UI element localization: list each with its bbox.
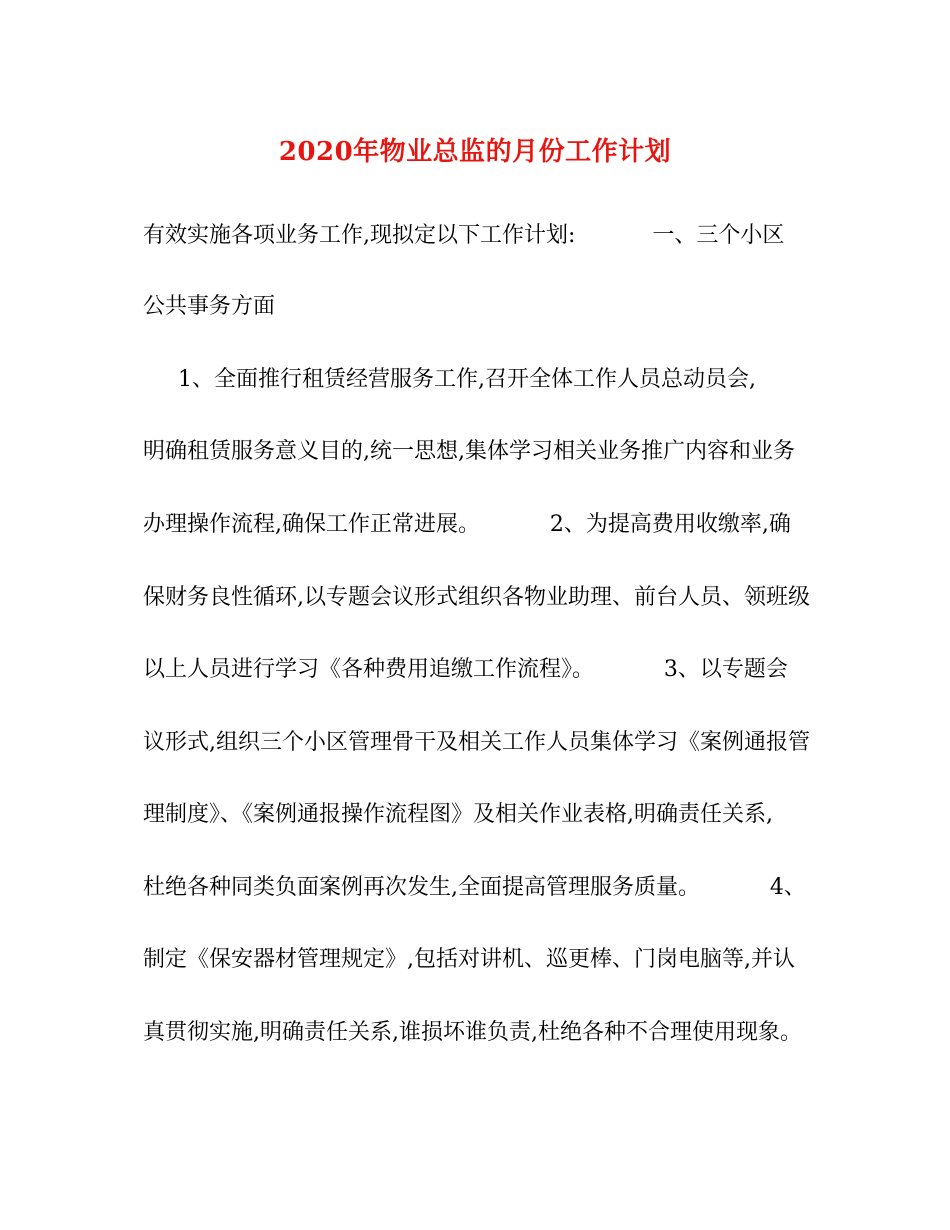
body-line-10: 杜绝各种同类负面案例再次发生,全面提高管理服务质量。 4、: [143, 875, 806, 900]
body-line-7: 以上人员进行学习《各种费用追缴工作流程》。 3、以专题会: [143, 657, 788, 682]
body-line-6: 保财务良性循环,以专题会议形式组织各物业助理、前台人员、领班级: [143, 585, 810, 610]
body-line-1: 有效实施各项业务工作,现拟定以下工作计划: 一、三个小区: [143, 223, 785, 248]
body-line-3: 1、全面推行租赁经营服务工作,召开全体工作人员总动员会,: [143, 367, 756, 392]
body-line-9: 理制度》、《案例通报操作流程图》及相关作业表格,明确责任关系,: [143, 802, 773, 827]
body-line-12: 真贯彻实施,明确责任关系,谁损坏谁负责,杜绝各种不合理使用现象。: [143, 1020, 802, 1045]
page-title: 2020年物业总监的月份工作计划: [278, 137, 672, 167]
body-line-4: 明确租赁服务意义目的,统一思想,集体学习相关业务推广内容和业务: [143, 439, 795, 464]
body-line-2: 公共事务方面: [143, 294, 276, 319]
body-line-11: 制定《保安器材管理规定》,包括对讲机、巡更棒、门岗电脑等,并认: [143, 947, 795, 972]
body-line-8: 议形式,组织三个小区管理骨干及相关工作人员集体学习《案例通报管: [143, 730, 810, 755]
body-line-5: 办理操作流程,确保工作正常进展。 2、为提高费用收缴率,确: [143, 512, 791, 537]
